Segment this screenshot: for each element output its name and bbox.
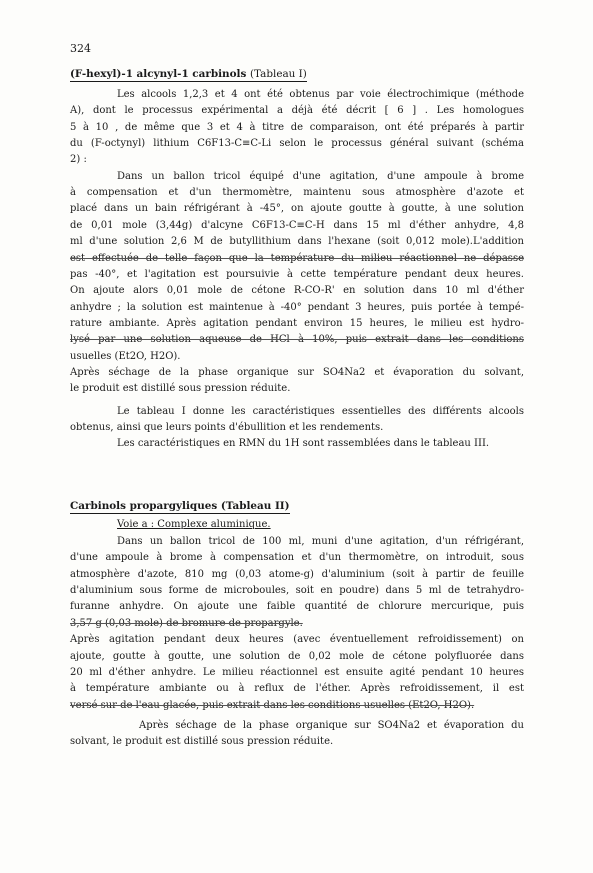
section1-line: Les alcools 1,2,3 et 4 ont été obtenus par voie électrochimique (méthode	[117, 89, 524, 100]
section1-line: à compensation et d'un thermomètre, maintenu sous atmosphère d'azote et	[70, 187, 524, 199]
section1-title-text: (F-hexyl)-1 alcynyl-1 carbinols	[70, 68, 247, 80]
section2-line: d'aluminium sous forme de microboules, soit en poudre) dans 5 ml de tetrahydro-	[70, 585, 524, 597]
section2-line: furanne anhydre. On ajoute une faible quantité de chlorure mercurique, puis	[70, 601, 524, 613]
section1-line: 5 à 10 , de même que 3 et 4 à titre de comparaison, ont été préparés à partir	[70, 121, 524, 133]
section2-line: Dans un ballon tricol de 100 ml, muni d'une agitation, d'un réfrigérant,	[117, 536, 524, 547]
page-number: 324	[70, 42, 91, 55]
section1-line: 2) :	[70, 154, 87, 166]
section2-subheading: Voie a : Complexe aluminique.	[117, 519, 271, 530]
section1-line: lysé par une solution aqueuse de HCl à 10%, puis extrait dans les conditions	[70, 334, 524, 346]
section1-line: usuelles (Et2O, H2O).	[70, 350, 181, 362]
section1-line: placé dans un bain réfrigérant à -45°, on ajoute goutte à goutte, à une solution	[70, 203, 524, 215]
section1-line: pas -40°, et l'agitation est poursuivie à cette température pendant deux heures.	[70, 268, 524, 280]
section1-line: est effectuée de telle façon que la température du milieu réactionnel ne dépasse	[70, 252, 524, 264]
section1-title	[70, 68, 307, 82]
section1-line: A), dont le processus expérimental a déjà été décrit [ 6 ] . Les homologues	[70, 105, 524, 117]
section1-line: Le tableau I donne les caractéristiques essentielles des différents alcools	[117, 405, 524, 417]
section1-line: de 0,01 mole (3,44g) d'alcyne C6F13-C≡C-H dans 15 ml d'éther anhydre, 4,8	[70, 219, 524, 231]
section1-title-underline	[70, 81, 307, 82]
section1-line: obtenus, ainsi que leurs points d'ébullition et les rendements.	[70, 422, 384, 433]
section2-title	[70, 500, 290, 514]
section1-line: Les caractéristiques en RMN du 1H sont rassemblées dans le tableau III.	[117, 438, 490, 450]
section2-line: 3,57 g (0,03 mole) de bromure de propargyle.	[70, 617, 303, 629]
section1-line: rature ambiante. Après agitation pendant environ 15 heures, le milieu est hydro-	[70, 317, 524, 329]
section1-line: Dans un ballon tricol équipé d'une agitation, d'une ampoule à brome	[117, 170, 524, 182]
section1-line: On ajoute alors 0,01 mole de cétone R-CO-R' en solution dans 10 ml d'éther	[70, 285, 524, 297]
section1-line: le produit est distillé sous pression réduite.	[70, 383, 291, 395]
section2-line: 20 ml d'éther anhydre. Le milieu réactionnel est ensuite agité pendant 10 heures	[70, 666, 524, 678]
section1-line: du (F-octynyl) lithium C6F13-C≡C-Li selon le processus général suivant (schéma	[70, 138, 524, 149]
section2-line: versé sur de l'eau glacée, puis extrait dans les conditions usuelles (Et2O, H2O).	[70, 699, 475, 711]
section1-line: ml d'une solution 2,6 M de butyllithium dans l'hexane (soit 0,012 mole).L'addition	[70, 236, 524, 248]
section2-line: Après séchage de la phase organique sur SO4Na2 et évaporation du	[139, 719, 524, 731]
section2-line: solvant, le produit est distillé sous pression réduite.	[70, 736, 334, 748]
section2-title-text: Carbinols propargyliques (Tableau II)	[70, 500, 290, 512]
section1-line: Après séchage de la phase organique sur SO4Na2 et évaporation du solvant,	[70, 367, 524, 378]
section2-line: à température ambiante ou à reflux de l'éther. Après refroidissement, il est	[70, 683, 524, 695]
section2-line: atmosphère d'azote, 810 mg (0,03 atome-g) d'aluminium (soit à partir de feuille	[70, 568, 524, 580]
section2-line: ajoute, goutte à goutte, une solution de 0,02 mole de cétone polyfluorée dans	[70, 650, 524, 662]
section2-line: d'une ampoule à brome à compensation et d'un thermomètre, on introduit, sous	[70, 552, 524, 564]
section2-line: Après agitation pendant deux heures (avec éventuellement refroidissement) on	[70, 634, 524, 646]
section1-title-suffix: (Tableau I)	[249, 68, 307, 80]
section2-title-underline	[70, 513, 290, 514]
section1-line: anhydre ; la solution est maintenue à -40° pendant 3 heures, puis portée à tempé-	[70, 301, 524, 313]
